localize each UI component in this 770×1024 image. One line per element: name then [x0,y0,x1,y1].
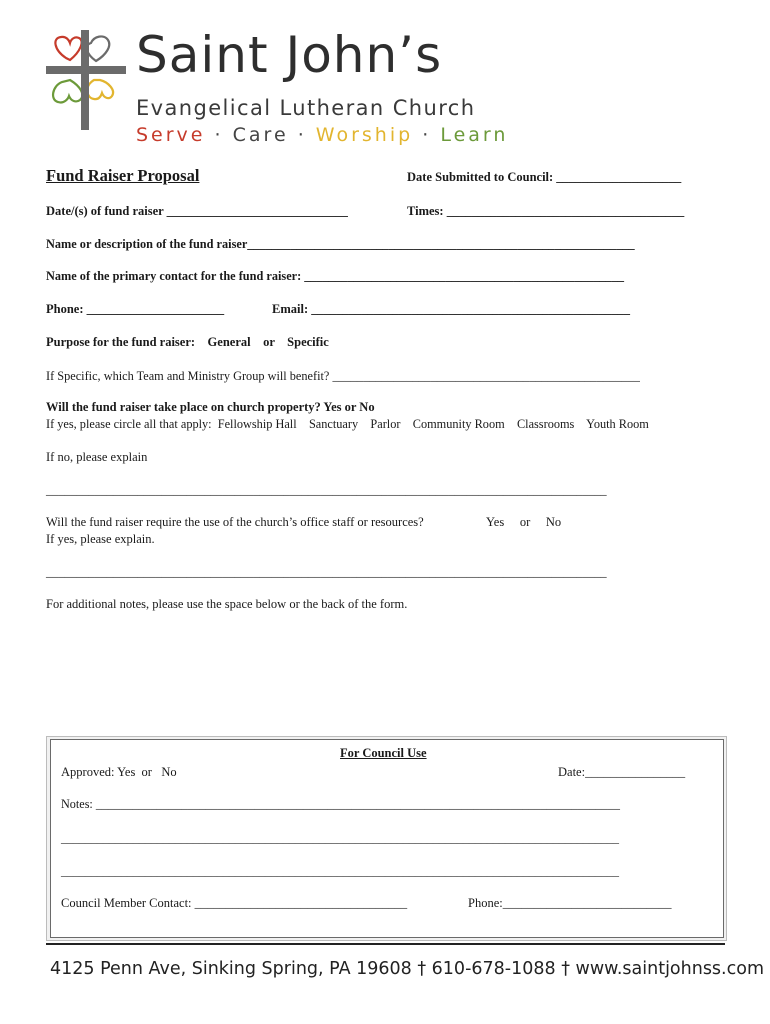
phone-field[interactable]: Phone: ______________________ [46,302,225,316]
times-field[interactable]: Times: ______________________________________ [407,204,685,218]
explain-line-2[interactable]: ____________________________________________________________________________________________ [46,565,607,579]
church-logo [44,28,128,132]
council-notes-line-3[interactable]: _____________________________________________________________________________________________ [61,864,619,878]
council-member-contact-field[interactable]: Council Member Contact: __________________________________ [61,896,408,910]
council-date-field[interactable]: Date:________________ [558,765,686,779]
form-title: Fund Raiser Proposal [46,166,200,185]
church-tagline [136,124,508,146]
council-use-title: For Council Use [340,746,427,760]
if-specific-field[interactable]: If Specific, which Team and Ministry Group will benefit? __________________________________________________ [46,369,640,383]
if-no-explain-label: If no, please explain [46,450,148,464]
name-description-field[interactable]: Name or description of the fund raiser_______________________________________________________________ [46,237,635,251]
council-notes-field[interactable]: Notes: ______________________________________________________________________________________ [61,797,620,811]
church-property-question[interactable]: Will the fund raiser take place on church property? Yes or No [46,400,375,414]
tagline-worship: Worship [315,124,414,146]
church-subtitle: Evangelical Lutheran Church [136,96,476,120]
additional-notes-instruction: For additional notes, please use the space below or the back of the form. [46,597,408,611]
tagline-separator: · [214,124,224,146]
primary-contact-field[interactable]: Name of the primary contact for the fund raiser: ____________________________________________________ [46,269,625,283]
purpose-options[interactable]: Purpose for the fund raiser: General or Specific [46,335,329,349]
email-field[interactable]: Email: ___________________________________________________ [272,302,630,316]
tagline-separator: · [422,124,432,146]
tagline-serve: Serve [136,124,206,146]
if-yes-explain-label: If yes, please explain. [46,532,155,546]
tagline-care: Care [232,124,289,146]
tagline-learn: Learn [440,124,509,146]
church-name: Saint John’s [136,26,443,84]
fundraiser-dates-field[interactable]: Date/(s) of fund raiser _____________________________ [46,204,348,218]
council-notes-line-2[interactable]: _____________________________________________________________________________________________ [61,831,619,845]
tagline-separator: · [297,124,307,146]
explain-line-1[interactable]: ____________________________________________________________________________________________ [46,483,607,497]
office-staff-yes-no[interactable]: Yes or No [486,515,562,529]
council-phone-field[interactable]: Phone:___________________________ [468,896,672,910]
office-staff-question: Will the fund raiser require the use of the church’s office staff or resources? [46,515,424,529]
date-submitted-field[interactable]: Date Submitted to Council: ____________________ [407,170,682,184]
approved-options[interactable]: Approved: Yes or No [61,765,177,779]
footer-address: 4125 Penn Ave, Sinking Spring, PA 19608 † 610-678-1088 † www.saintjohnss.com [50,959,764,979]
location-options[interactable]: If yes, please circle all that apply: Fellowship Hall Sanctuary Parlor Community Room Classrooms Youth Room [46,417,649,431]
footer-divider [46,943,725,945]
